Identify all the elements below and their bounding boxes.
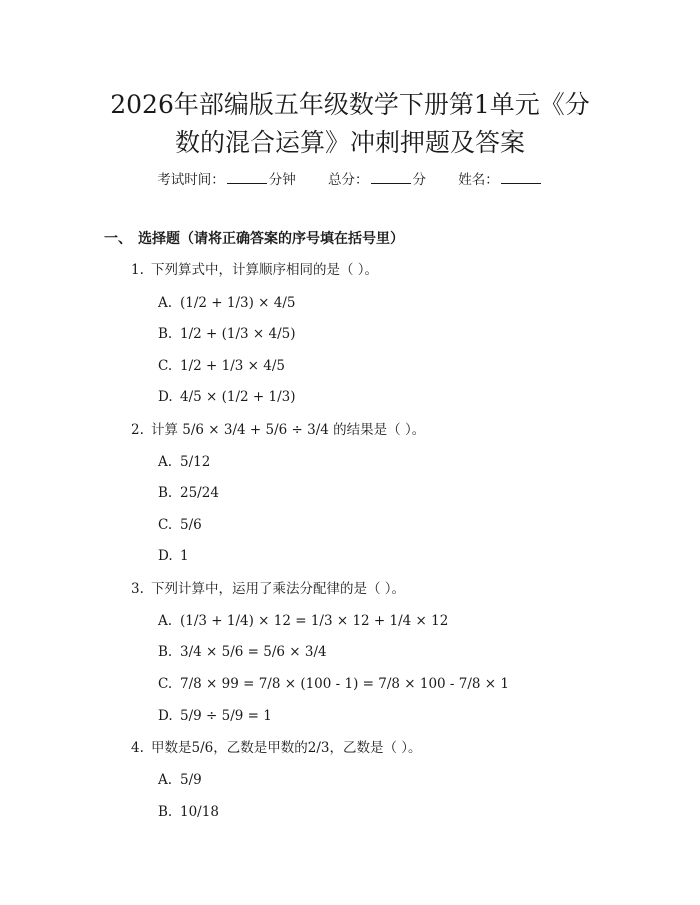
question-2 (131, 420, 425, 440)
option-text: (1/3 + 1/4) × 12 = 1/3 × 12 + 1/4 × 12 (180, 613, 449, 629)
question-1-option-b (158, 324, 296, 344)
question-3-option-b (158, 642, 327, 662)
name-blank (501, 170, 541, 184)
question-1 (131, 260, 378, 280)
total-score-blank (371, 170, 411, 184)
option-text: 4/5 × (1/2 + 1/3) (180, 389, 296, 405)
question-2-option-d (158, 546, 189, 566)
section-heading (104, 229, 404, 249)
total-score-field (328, 170, 426, 189)
option-text: 1/2 + (1/3 × 4/5) (180, 326, 296, 342)
exam-info-line (0, 170, 700, 189)
option-label: C. (158, 358, 173, 374)
question-3 (131, 579, 405, 599)
option-label: A. (158, 454, 173, 470)
option-label: C. (158, 676, 173, 692)
question-4-option-a (158, 770, 202, 790)
option-text: (1/2 + 1/3) × 4/5 (180, 295, 296, 311)
exam-time-field (157, 170, 296, 189)
question-4-option-b (158, 802, 219, 822)
option-text: 5/12 (180, 454, 211, 470)
question-number: 1. (131, 262, 144, 278)
option-label: D. (158, 708, 173, 724)
title-line-1: 2026年部编版五年级数学下册第1单元《分 (110, 90, 590, 119)
option-label: C. (158, 517, 173, 533)
exam-time-label: 考试时间： (157, 172, 225, 188)
question-1-option-a (158, 293, 296, 313)
question-number: 2. (131, 422, 144, 438)
option-label: B. (158, 644, 173, 660)
question-3-option-c (158, 674, 509, 694)
name-label: 姓名： (458, 172, 499, 188)
total-score-unit: 分 (412, 172, 426, 188)
question-number: 3. (131, 581, 144, 597)
option-label: A. (158, 295, 173, 311)
question-text: 下列算式中，计算顺序相同的是（ ）。 (151, 262, 379, 278)
option-label: A. (158, 772, 173, 788)
question-3-option-d (158, 706, 272, 726)
option-text: 7/8 × 99 = 7/8 × (100 - 1) = 7/8 × 100 - 7/8 × 1 (180, 676, 509, 692)
question-2-option-c (158, 515, 202, 535)
total-score-label: 总分： (328, 172, 369, 188)
question-text: 甲数是5/6，乙数是甲数的2/3，乙数是（ ）。 (151, 740, 422, 756)
option-label: B. (158, 326, 173, 342)
option-text: 3/4 × 5/6 = 5/6 × 3/4 (180, 644, 327, 660)
question-text: 计算 5/6 × 3/4 + 5/6 ÷ 3/4 的结果是（ ）。 (151, 422, 426, 438)
option-label: D. (158, 548, 173, 564)
question-number: 4. (131, 740, 144, 756)
exam-time-unit: 分钟 (268, 172, 296, 188)
exam-time-blank (227, 170, 267, 184)
option-label: D. (158, 389, 173, 405)
option-label: B. (158, 485, 173, 501)
question-2-option-b (158, 483, 219, 503)
section-title: 选择题（请将正确答案的序号填在括号里） (138, 231, 404, 247)
question-1-option-c (158, 356, 285, 376)
question-4 (131, 738, 422, 758)
option-label: B. (158, 804, 173, 820)
option-text: 5/6 (180, 517, 202, 533)
option-text: 5/9 (180, 772, 202, 788)
name-field (458, 170, 543, 189)
option-text: 5/9 ÷ 5/9 = 1 (180, 708, 272, 724)
question-3-option-a (158, 611, 448, 631)
document-title (70, 86, 630, 162)
question-text: 下列计算中，运用了乘法分配律的是（ ）。 (151, 581, 406, 597)
question-1-option-d (158, 387, 296, 407)
option-label: A. (158, 613, 173, 629)
section-number: 一、 (104, 231, 132, 247)
option-text: 1 (180, 548, 189, 564)
option-text: 10/18 (180, 804, 219, 820)
title-line-2: 数的混合运算》冲刺押题及答案 (174, 128, 525, 157)
question-2-option-a (158, 452, 210, 472)
option-text: 1/2 + 1/3 × 4/5 (180, 358, 285, 374)
option-text: 25/24 (180, 485, 219, 501)
